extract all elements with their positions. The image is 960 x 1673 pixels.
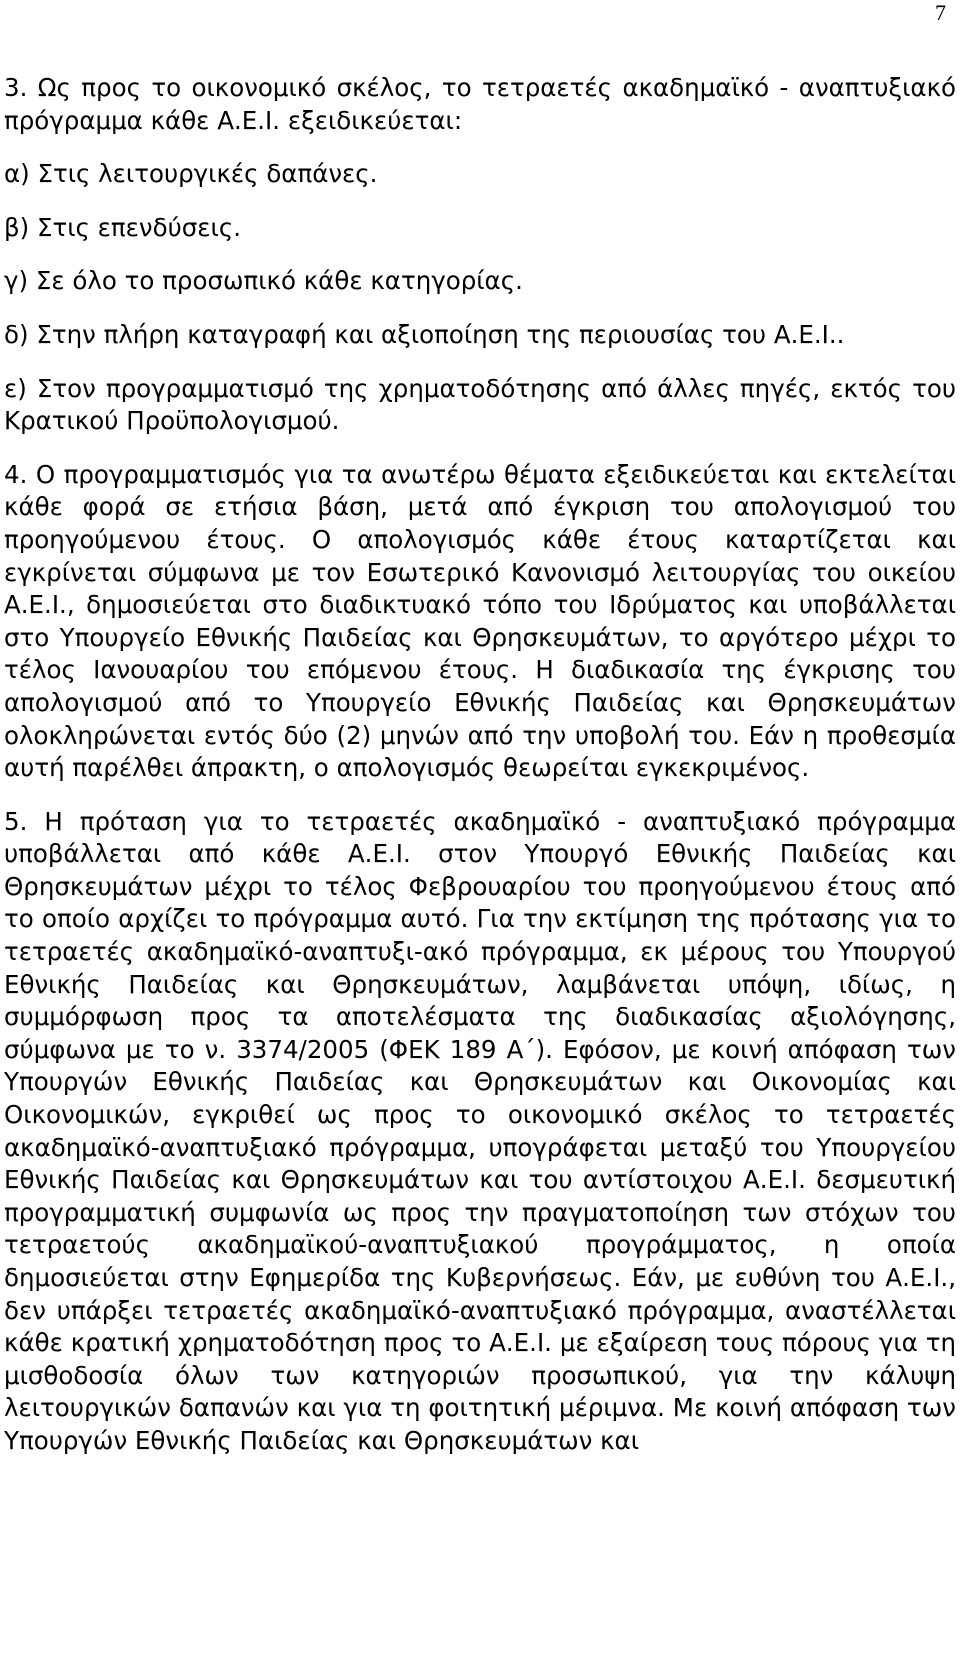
paragraph-4: 4. Ο προγραμματισμός για τα ανωτέρω θέματα εξειδικεύεται και εκτελείται κάθε φορά σε ετήσια βάση, μετά από έγκριση του απολογισμού του προηγούμενου έτους. Ο απολογισμός κάθε έτους καταρτίζεται και εγκρίνεται σύμφωνα με τον Εσωτερικό Κανονισμό λειτουργίας του οικείου Α.Ε.Ι., δημοσιεύεται στο διαδικτυακό τόπο του Ιδρύματος και υποβάλλεται στο Υπουργείο Εθνικής Παιδείας και Θρησκευμάτων, το αργότερο μέχρι το τέλος Ιανουαρίου του επόμενου έτους. Η διαδικασία της έγκρισης του απολογισμού από το Υπουργείο Εθνικής Παιδείας και Θρησκευμάτων ολοκληρώνεται εντός δύο (2) μηνών από την υποβολή του. Εάν η προθεσμία αυτή παρέλθει άπρακτη, ο απολογισμός θεωρείται εγκεκριμένος.	[4, 459, 956, 783]
list-item-a: α) Στις λειτουργικές δαπάνες.	[4, 159, 378, 189]
list-item-c: γ) Σε όλο το προσωπικό κάθε κατηγορίας.	[4, 266, 523, 296]
page-number: 7	[935, 0, 946, 25]
paragraph-3: 3. Ως προς το οικονομικό σκέλος, το τετραετές ακαδημαϊκό - αναπτυξιακό πρόγραμμα κάθε Α.Ε.Ι. εξειδικεύεται:	[4, 73, 956, 135]
document-body	[4, 72, 956, 1458]
list-item-d: δ) Στην πλήρη καταγραφή και αξιοποίηση της περιουσίας του Α.Ε.Ι..	[4, 319, 845, 349]
paragraph-5: 5. Η πρόταση για το τετραετές ακαδημαϊκό - αναπτυξιακό πρόγραμμα υποβάλλεται από κάθε Α.Ε.Ι. στον Υπουργό Εθνικής Παιδείας και Θρησκευμάτων μέχρι το τέλος Φεβρουαρίου του προηγούμενου έτους από το οποίο αρχίζει το πρόγραμμα αυτό. Για την εκτίμηση της πρότασης για το τετραετές ακαδημαϊκό-αναπτυξι-ακό πρόγραμμα, εκ μέρους του Υπουργού Εθνικής Παιδείας και Θρησκευμάτων, λαμβάνεται υπόψη, ιδίως, η συμμόρφωση προς τα αποτελέσματα της διαδικασίας αξιολόγησης, σύμφωνα με το ν. 3374/2005 (ΦΕΚ 189 Α΄). Εφόσον, με κοινή απόφαση των Υπουργών Εθνικής Παιδείας και Θρησκευμάτων και Οικονομίας και Οικονομικών, εγκριθεί ως προς το οικονομικό σκέλος το τετραετές ακαδημαϊκό-αναπτυξιακό πρόγραμμα, υπογράφεται μεταξύ του Υπουργείου Εθνικής Παιδείας και Θρησκευμάτων και του αντίστοιχου Α.Ε.Ι. δεσμευτική προγραμματική συμφωνία ως προς την πραγματοποίηση των στόχων του τετραετούς ακαδημαϊκού-αναπτυξιακού προγράμματος, η οποία δημοσιεύεται στην Εφημερίδα της Κυβερνήσεως. Εάν, με ευθύνη του Α.Ε.Ι., δεν υπάρξει τετραετές ακαδημαϊκό-αναπτυξιακό πρόγραμμα, αναστέλλεται κάθε κρατική χρηματοδότηση προς το Α.Ε.Ι. με εξαίρεση τους πόρους για τη μισθοδοσία όλων των κατηγοριών προσωπικού, για την κάλυψη λειτουργικών δαπανών και για τη φοιτητική μέριμνα. Με κοινή απόφαση των Υπουργών Εθνικής Παιδείας και Θρησκευμάτων και	[4, 806, 956, 1455]
list-item-e: ε) Στον προγραμματισμό της χρηματοδότησης από άλλες πηγές, εκτός του Κρατικού Προϋπολογισμού.	[4, 373, 956, 436]
list-item-b: β) Στις επενδύσεις.	[4, 212, 241, 242]
